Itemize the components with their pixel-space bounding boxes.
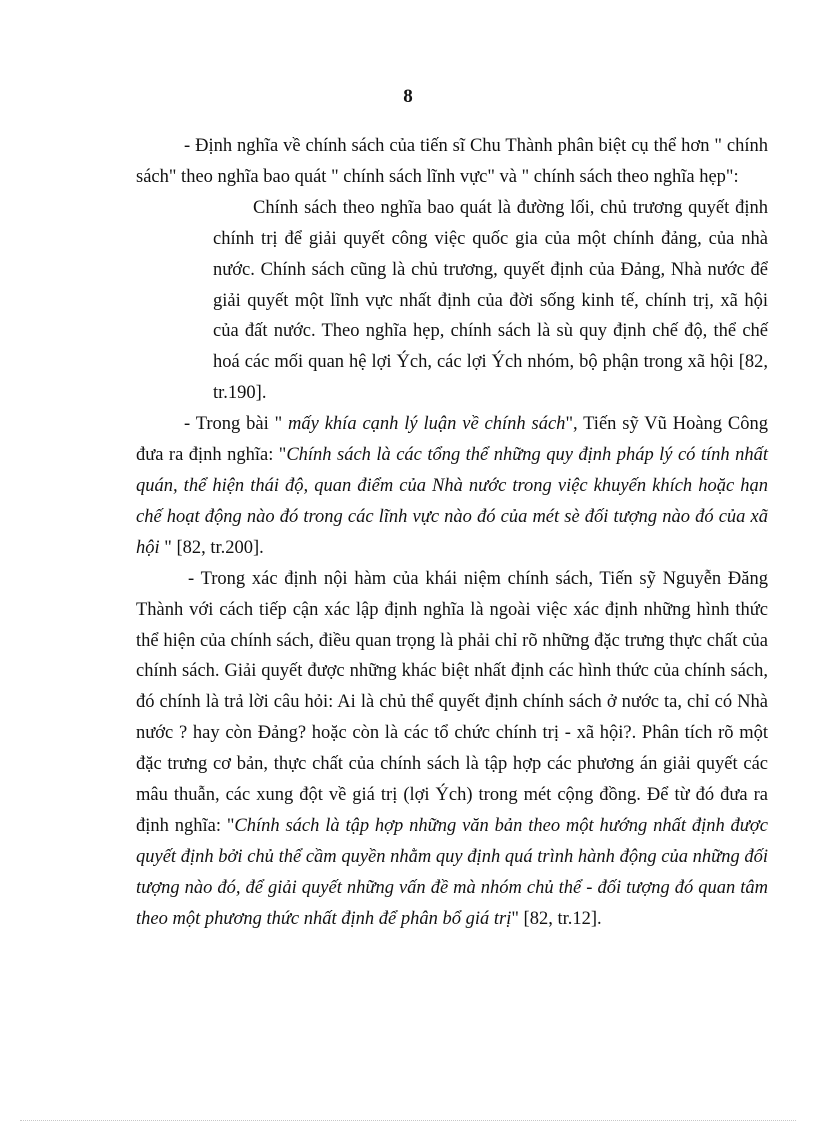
body-text bbox=[136, 131, 768, 935]
definition-quote: Chính sách là tập hợp những văn bản theo một hướng nhất định được quyết định bởi chủ thể cầm quyền nhằm quy định quá trình hành động của những đối tượng nào đó, để giải quyết những vấn đề mà nhóm chủ thể - đối tượng đó quan tâm theo một phương thức nhất định để phân bổ giá trị bbox=[136, 815, 768, 929]
citation: " [82, tr.200]. bbox=[159, 537, 264, 558]
quote-text: Chính sách theo nghĩa bao quát là đường lối, chủ trương quyết định chính trị để giải quyết công việc quốc gia của một chính đảng, của nhà nước. Chính sách cũng là chủ trương, quyết định của Đảng, Nhà nước để giải quyết một lĩnh vực nhất định của đời sống kinh tế, chính trị, xã hội của đất nước. Theo nghĩa hẹp, chính sách là sù quy định chế độ, thể chế hoá các mối quan hệ lợi Ých, các lợi Ých nhóm, bộ phận trong xã hội [82, tr.190]. bbox=[213, 197, 768, 404]
footer-divider bbox=[20, 1120, 796, 1121]
block-quote-definition bbox=[213, 193, 768, 409]
article-title: mấy khía cạnh lý luận về chính sách bbox=[288, 414, 566, 435]
paragraph-text: - Trong bài " bbox=[184, 414, 289, 435]
page-number: 8 bbox=[403, 86, 413, 107]
paragraph-nguyen-dang-thanh-definition bbox=[136, 564, 768, 935]
definition-quote: Chính sách là các tổng thể những quy định pháp lý có tính nhất quán, thể hiện thái độ, quan điểm của Nhà nước trong việc khuyến khích hoặc hạn chế hoạt động nào đó trong các lĩnh vực nào đó của mét sè đối tượng nào đó của xã hội bbox=[136, 445, 768, 558]
paragraph-vu-hoang-cong-definition bbox=[136, 409, 768, 564]
paragraph-text: - Trong xác định nội hàm của khái niệm chính sách, Tiến sỹ Nguyễn Đăng Thành với cách tiếp cận xác lập định nghĩa là ngoài việc xác định những hình thức thể hiện của chính sách, điều quan trọng là phải chỉ rõ những đặc trưng thực chất của chính sách. Giải quyết được những khác biệt nhất định các hình thức của chính sách, đó chính là trả lời câu hỏi: Ai là chủ thể quyết định chính sách ở nước ta, chỉ có Nhà nước ? hay còn Đảng? hoặc còn là các tổ chức chính trị - xã hội?. Phân tích rõ một đặc trưng cơ bản, thực chất của chính sách là tập hợp các phương án giải quyết các mâu thuẫn, các xung đột về giá trị (lợi Ých) trong mét cộng đồng. Để từ đó đưa ra định nghĩa: " bbox=[136, 568, 768, 836]
paragraph-chu-thanh-definition bbox=[136, 131, 768, 193]
paragraph-text: ", Tiến sỹ Vũ Hoàng Công đưa ra định nghĩa: " bbox=[136, 414, 769, 466]
paragraph-text: - Định nghĩa về chính sách của tiến sĩ Chu Thành phân biệt cụ thể hơn " chính sách" theo nghĩa bao quát " chính sách lĩnh vực" và " chính sách theo nghĩa hẹp": bbox=[136, 136, 768, 187]
citation: " [82, tr.12]. bbox=[511, 908, 602, 929]
